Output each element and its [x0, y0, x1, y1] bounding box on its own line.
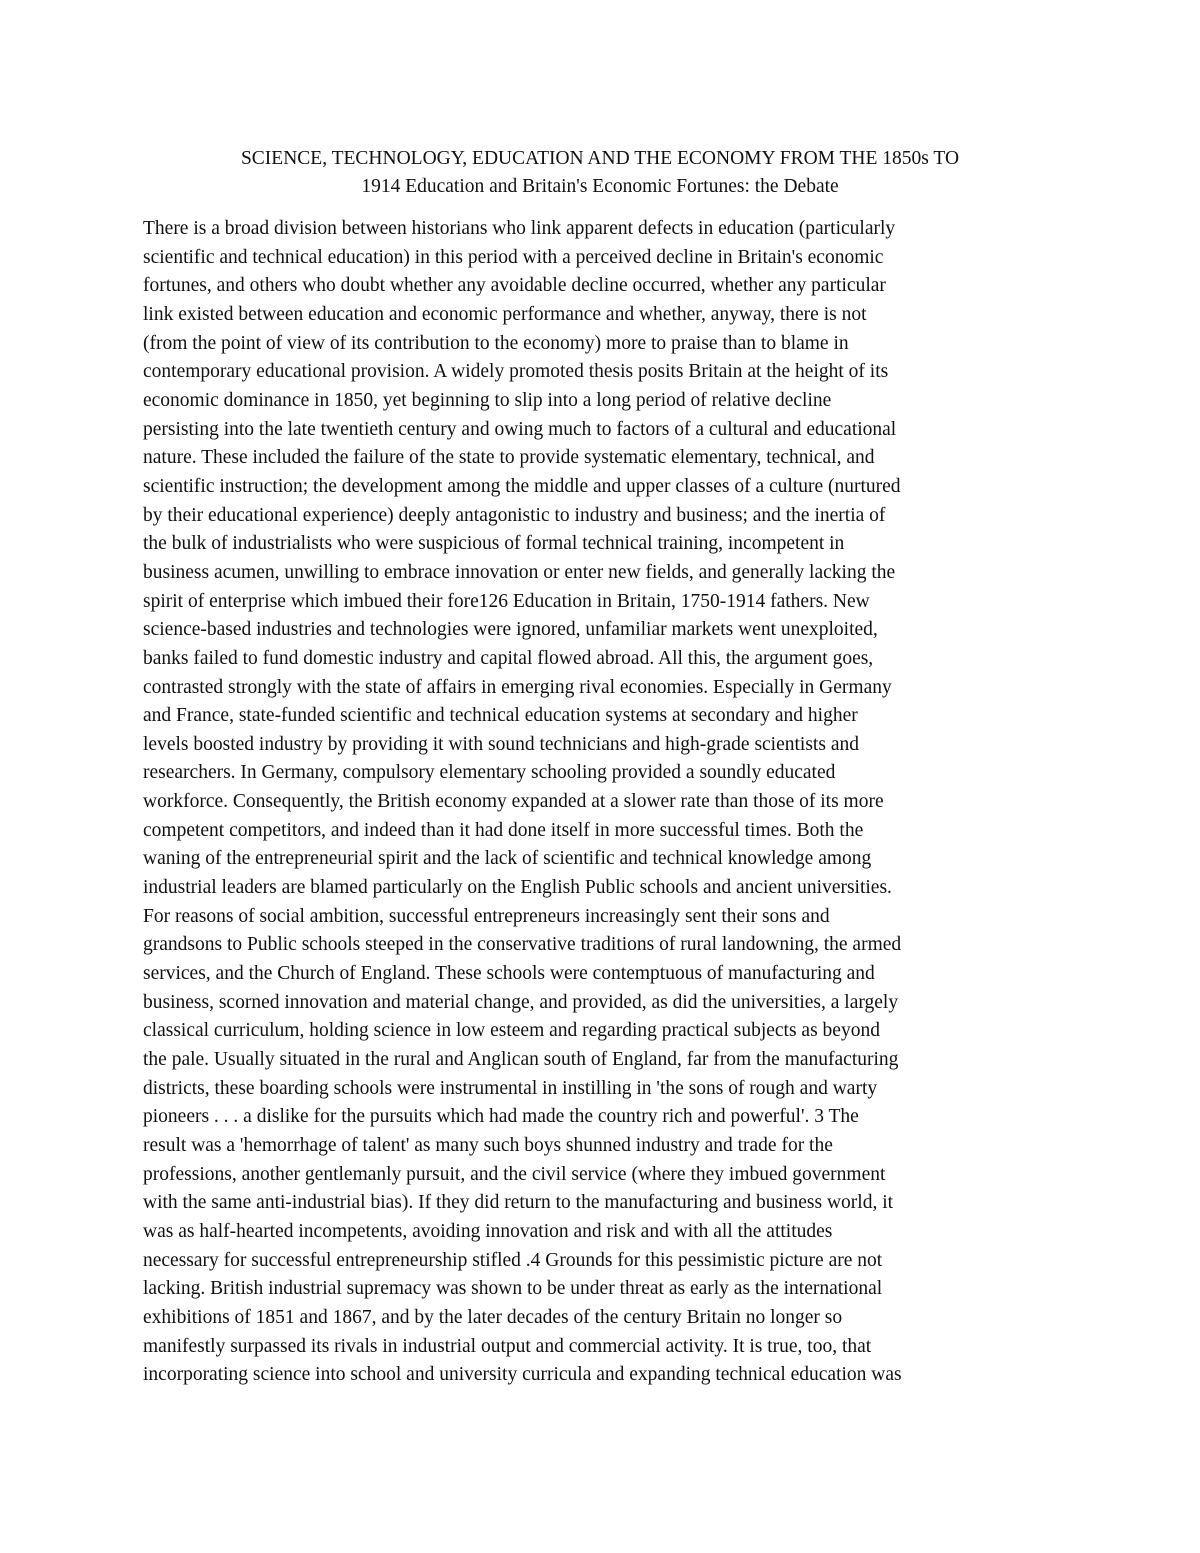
body-line: business, scorned innovation and material change, and provided, as did the universities, a largely [143, 991, 899, 1013]
body-line: and France, state-funded scientific and technical education systems at secondary and higher [143, 705, 858, 727]
body-line: banks failed to fund domestic industry and capital flowed abroad. All this, the argument goes, [143, 647, 874, 669]
body-line: with the same anti-industrial bias). If they did return to the manufacturing and business world, it [143, 1192, 894, 1214]
body-line: competent competitors, and indeed than it had done itself in more successful times. Both the [143, 819, 864, 841]
body-line: For reasons of social ambition, successful entrepreneurs increasingly sent their sons and [143, 905, 830, 927]
body-line: the pale. Usually situated in the rural and Anglican south of England, far from the manufacturing [143, 1049, 899, 1071]
body-line: There is a broad division between historians who link apparent defects in education (particularly [143, 218, 896, 239]
body-line: the bulk of industrialists who were suspicious of formal technical training, incompetent in [143, 533, 845, 555]
body-line: necessary for successful entrepreneurship stifled .4 Grounds for this pessimistic picture are not [143, 1249, 883, 1271]
body-line: pioneers . . . a dislike for the pursuits which had made the country rich and powerful'. 3 The [143, 1106, 859, 1128]
body-line: spirit of enterprise which imbued their fore126 Education in Britain, 1750-1914 fathers. New [143, 590, 870, 612]
body-line: link existed between education and economic performance and whether, anyway, there is not [143, 303, 867, 325]
body-line: researchers. In Germany, compulsory elementary schooling provided a soundly educated [143, 762, 836, 784]
body-line: grandsons to Public schools steeped in the conservative traditions of rural landowning, the armed [143, 934, 902, 956]
body-line: economic dominance in 1850, yet beginning to slip into a long period of relative decline [143, 389, 832, 411]
body-line: lacking. British industrial supremacy was shown to be under threat as early as the international [143, 1278, 883, 1300]
body-line: fortunes, and others who doubt whether any avoidable decline occurred, whether any particular [143, 275, 886, 297]
body-line: result was a 'hemorrhage of talent' as many such boys shunned industry and trade for the [143, 1135, 833, 1156]
page-title [130, 145, 1070, 201]
body-line: business acumen, unwilling to embrace innovation or enter new fields, and generally lacking the [143, 561, 896, 583]
body-line: was as half-hearted incompetents, avoiding innovation and risk and with all the attitudes [143, 1220, 833, 1242]
body-line: scientific instruction; the development among the middle and upper classes of a culture (nurtured [143, 475, 901, 497]
title-line: 1914 Education and Britain's Economic Fortunes: the Debate [361, 176, 839, 197]
body-line: industrial leaders are blamed particularly on the English Public schools and ancient universities. [143, 877, 892, 899]
body-line: nature. These included the failure of the state to provide systematic elementary, technical, and [143, 447, 875, 469]
body-line: workforce. Consequently, the British economy expanded at a slower rate than those of its more [143, 791, 884, 813]
body-line: contrasted strongly with the state of affairs in emerging rival economies. Especially in Germany [143, 676, 892, 698]
body-line: levels boosted industry by providing it with sound technicians and high-grade scientists and [143, 733, 859, 755]
body-line: persisting into the late twentieth century and owing much to factors of a cultural and educational [143, 418, 897, 440]
body-paragraph [143, 215, 1063, 1390]
body-line: (from the point of view of its contribution to the economy) more to praise than to blame in [143, 332, 849, 354]
body-line: exhibitions of 1851 and 1867, and by the later decades of the century Britain no longer so [143, 1306, 843, 1328]
body-line: professions, another gentlemanly pursuit, and the civil service (where they imbued government [143, 1163, 886, 1185]
body-line: scientific and technical education) in this period with a perceived decline in Britain's economic [143, 246, 884, 268]
body-line: districts, these boarding schools were instrumental in instilling in 'the sons of rough and warty [143, 1077, 878, 1099]
body-line: by their educational experience) deeply antagonistic to industry and business; and the inertia of [143, 504, 886, 526]
body-line: services, and the Church of England. These schools were contemptuous of manufacturing and [143, 963, 875, 985]
title-line: SCIENCE, TECHNOLOGY, EDUCATION AND THE ECONOMY FROM THE 1850s TO [240, 148, 960, 169]
body-line: classical curriculum, holding science in low esteem and regarding practical subjects as beyond [143, 1020, 880, 1042]
body-line: incorporating science into school and university curricula and expanding technical education was [143, 1364, 902, 1386]
body-line: science-based industries and technologies were ignored, unfamiliar markets went unexploited, [143, 619, 878, 641]
body-line: manifestly surpassed its rivals in industrial output and commercial activity. It is true, too, that [143, 1335, 872, 1357]
body-line: waning of the entrepreneurial spirit and the lack of scientific and technical knowledge among [143, 848, 872, 870]
body-line: contemporary educational provision. A widely promoted thesis posits Britain at the height of its [143, 361, 889, 383]
